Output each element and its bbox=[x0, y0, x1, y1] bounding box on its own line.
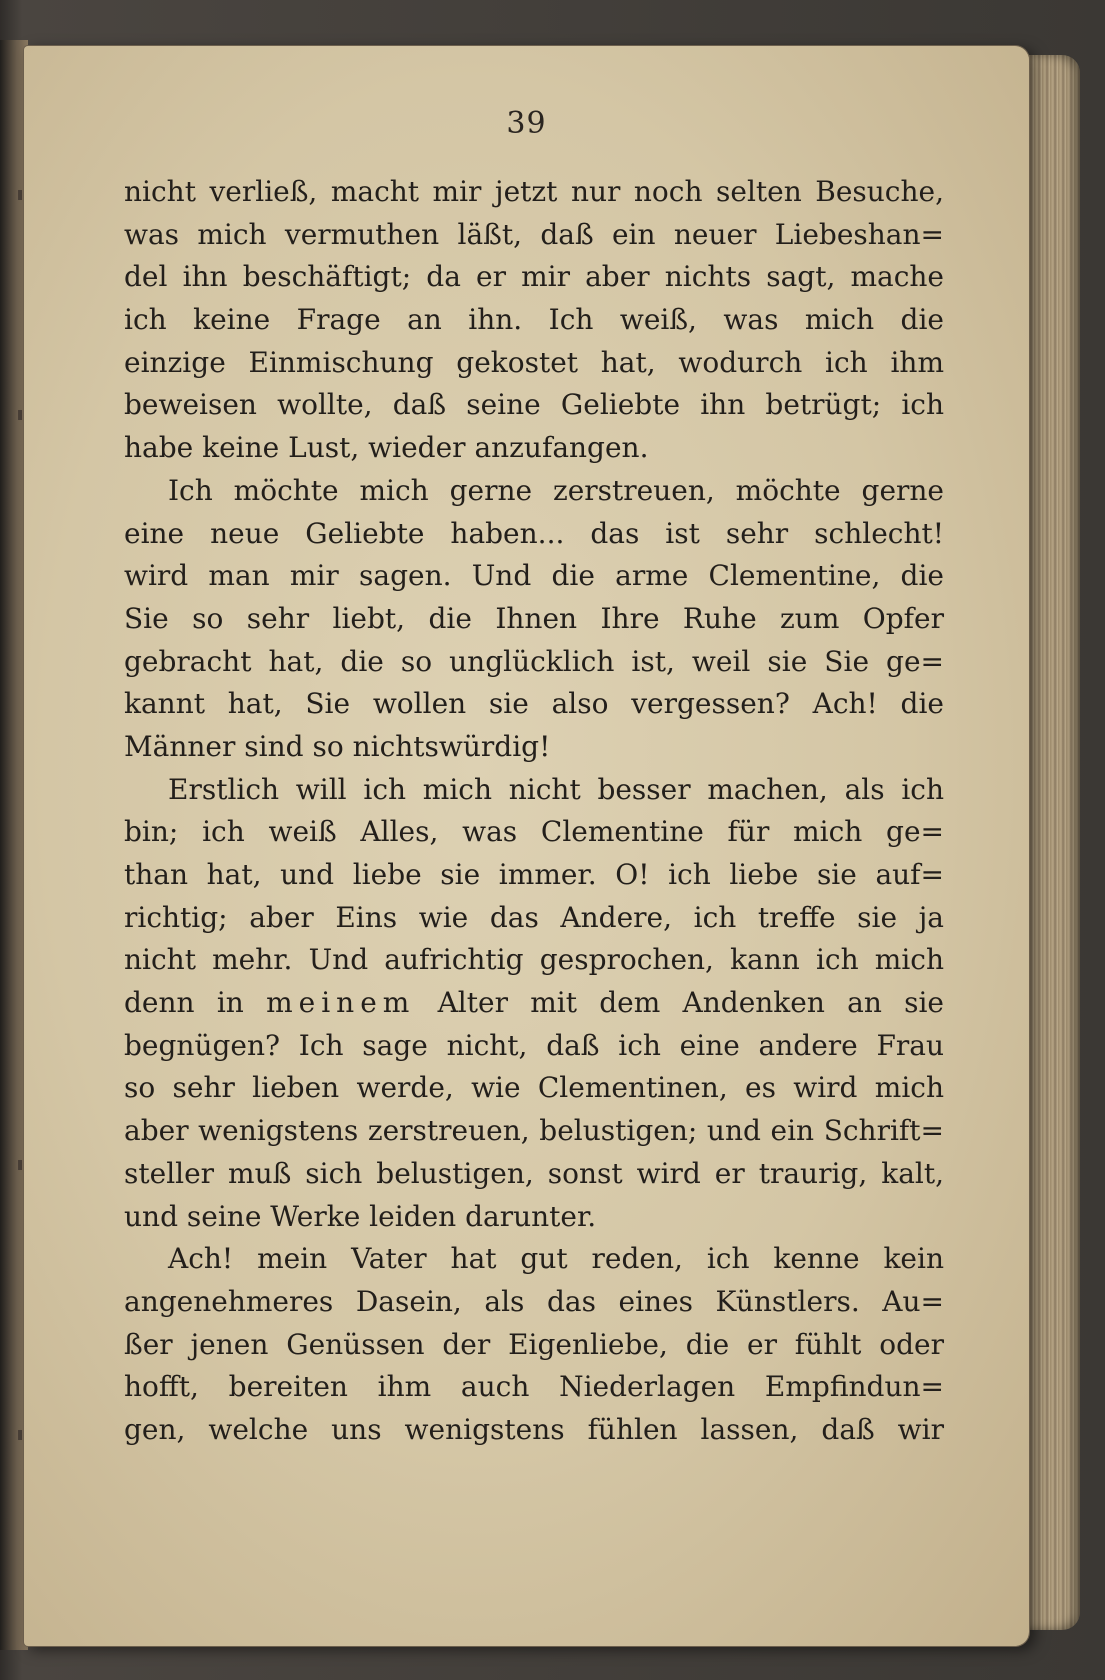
text-segment: denn in bbox=[124, 986, 244, 1020]
book-page bbox=[24, 46, 1029, 1646]
text-line: habe keine Lust, wieder anzufangen. bbox=[124, 431, 649, 465]
text-line: Erstlich will ich mich nicht besser machen, als ich bbox=[168, 772, 944, 806]
text-line: kannt hat, Sie wollen sie also vergessen? Ach! die bbox=[124, 687, 944, 721]
text-line: hofft, bereiten ihm auch Niederlagen Empfindun= bbox=[124, 1370, 944, 1404]
text-line: angenehmeres Dasein, als das eines Künstlers. Au= bbox=[124, 1284, 944, 1318]
emphasized-word: meinem bbox=[266, 986, 416, 1020]
text-line: bin; ich weiß Alles, was Clementine für mich ge= bbox=[124, 815, 944, 849]
text-segment: Alter mit dem Andenken an sie bbox=[437, 986, 945, 1020]
text-line: ich keine Frage an ihn. Ich weiß, was mich die bbox=[124, 303, 944, 337]
text-line: eine neue Geliebte haben... das ist sehr schlecht! bbox=[124, 516, 944, 550]
text-line: ßer jenen Genüssen der Eigenliebe, die er fühlt oder bbox=[124, 1327, 944, 1361]
text-line: than hat, und liebe sie immer. O! ich liebe sie auf= bbox=[124, 858, 944, 891]
text-line: Ich möchte mich gerne zerstreuen, möchte gerne bbox=[168, 473, 944, 507]
text-line: nicht mehr. Und aufrichtig gesprochen, kann ich mich bbox=[124, 943, 944, 977]
text-line bbox=[124, 982, 944, 1025]
text-line: Sie so sehr liebt, die Ihnen Ihre Ruhe zum Opfer bbox=[124, 601, 944, 635]
text-line: gen, welche uns wenigstens fühlen lassen, daß wir bbox=[124, 1412, 944, 1446]
margin-mark bbox=[18, 1430, 22, 1440]
text-line: wird man mir sagen. Und die arme Clementine, die bbox=[124, 559, 944, 593]
text-line: beweisen wollte, daß seine Geliebte ihn betrügt; ich bbox=[124, 388, 944, 422]
text-line: del ihn beschäftigt; da er mir aber nichts sagt, mache bbox=[124, 260, 944, 294]
text-line: gebracht hat, die so unglücklich ist, weil sie Sie ge= bbox=[124, 644, 944, 678]
text-line: nicht verließ, macht mir jetzt nur noch selten Besuche, bbox=[124, 175, 944, 208]
margin-mark bbox=[18, 190, 22, 200]
text-line: aber wenigstens zerstreuen, belustigen; und ein Schrift= bbox=[124, 1114, 944, 1148]
text-line: richtig; aber Eins wie das Andere, ich treffe sie ja bbox=[124, 900, 944, 934]
text-line: Männer sind so nichtswürdig! bbox=[124, 729, 551, 763]
text-line: so sehr lieben werde, wie Clementinen, es wird mich bbox=[124, 1071, 944, 1105]
body-text bbox=[124, 171, 944, 1452]
text-line: begnügen? Ich sage nicht, daß ich eine andere Frau bbox=[124, 1028, 944, 1062]
text-line: einzige Einmischung gekostet hat, wodurch ich ihm bbox=[124, 345, 944, 379]
text-line: was mich vermuthen läßt, daß ein neuer Liebeshan= bbox=[124, 217, 944, 251]
page-number: 39 bbox=[506, 106, 547, 141]
text-line: und seine Werke leiden darunter. bbox=[124, 1199, 597, 1233]
margin-mark bbox=[18, 1160, 22, 1170]
text-line: Ach! mein Vater hat gut reden, ich kenne kein bbox=[168, 1242, 944, 1276]
margin-mark bbox=[18, 410, 22, 420]
text-line: steller muß sich belustigen, sonst wird er traurig, kalt, bbox=[124, 1156, 944, 1190]
